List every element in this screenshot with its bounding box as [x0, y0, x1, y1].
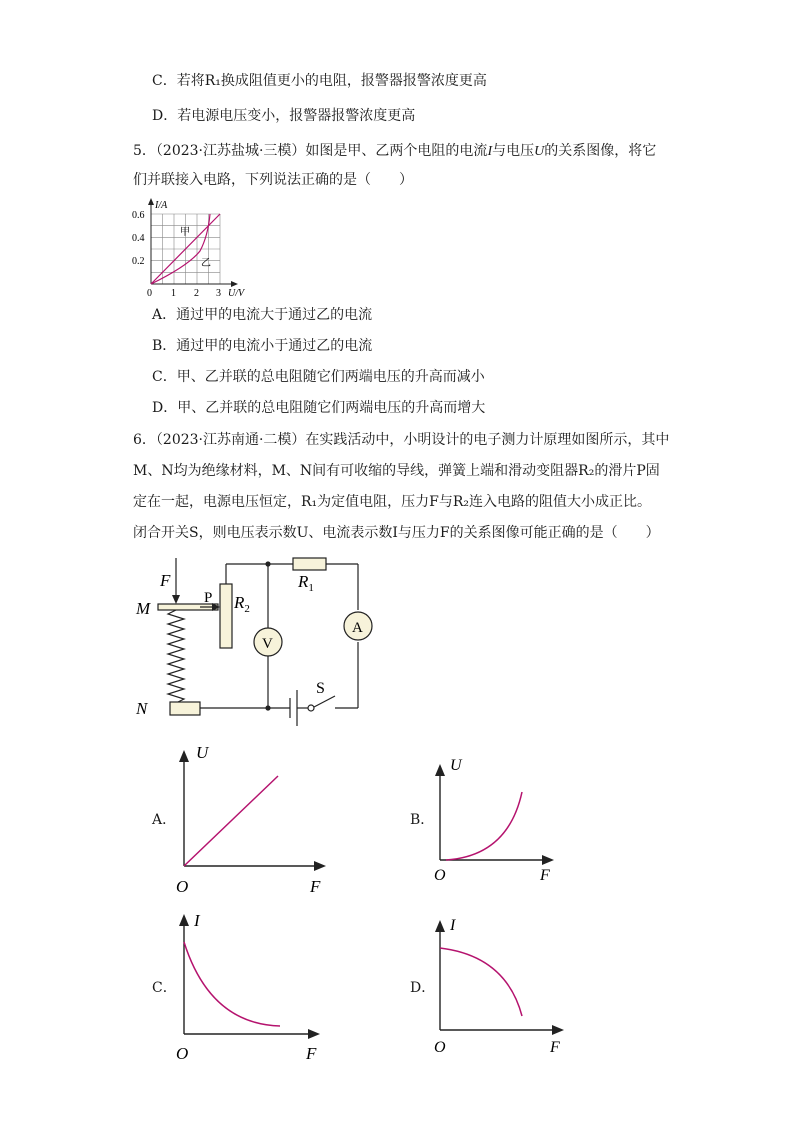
circuit-label-s: S — [316, 680, 325, 697]
q6-stem-line4: 闭合开关S，则电压表示数U、电流表示数I与压力F的关系图像可能正确的是（ ） — [133, 525, 660, 541]
q6-option-a-label: A． — [152, 812, 177, 828]
circuit-label-r1: $R_1$ — [298, 572, 314, 594]
q5-xtick-2: 2 — [194, 288, 199, 299]
q6-option-c-curve — [184, 942, 280, 1026]
voltmeter-label: V — [262, 636, 273, 652]
q6-option-b-label: B． — [410, 812, 435, 828]
q5-xtick-3: 3 — [216, 288, 221, 299]
q6-stem-line3: 定在一起，电源电压恒定，R₁为定值电阻，压力F与R₂连入电路的阻值大小成正比。 — [133, 494, 652, 510]
q6-option-c-yaxis: I — [194, 911, 200, 930]
circuit-label-m: M — [136, 599, 151, 618]
q6-option-a-yaxis: U — [196, 743, 209, 762]
q5-xtick-1: 1 — [171, 288, 176, 299]
q6-option-a-graph — [170, 736, 335, 901]
q5-ytick-02: 0.2 — [132, 256, 145, 267]
q5-xlabel: U/V — [228, 288, 245, 299]
q6-option-b-xaxis: F — [540, 867, 550, 884]
q6-option-c-xaxis: F — [306, 1044, 317, 1063]
q6-option-b-origin: O — [434, 867, 446, 884]
q5-ylabel: I/A — [155, 200, 168, 211]
q4-option-d: D．若电源电压变小，报警器报警浓度更高 — [152, 108, 416, 124]
circuit-label-p: P — [204, 590, 213, 606]
q6-option-b-graph — [428, 752, 568, 887]
q5-label-yi: 乙 — [201, 258, 211, 269]
q6-option-d-graph — [428, 912, 568, 1058]
q5-ytick-06: 0.6 — [132, 210, 145, 221]
q6-option-d-origin: O — [434, 1039, 446, 1056]
q6-option-a-curve — [184, 776, 278, 866]
q5-stem-line2: 们并联接入电路，下列说法正确的是（ ） — [133, 172, 413, 188]
q6-option-d-curve — [440, 948, 522, 1016]
q6-option-b-curve — [446, 792, 522, 860]
q6-option-c-label: C． — [152, 980, 177, 996]
q5-stem-line1: 5．（2023·江苏盐城·三模）如图是甲、乙两个电阻的电流I与电压U的关系图像，将它 — [133, 143, 657, 159]
q5-option-a: A．通过甲的电流大于通过乙的电流 — [152, 307, 373, 323]
q5-ytick-04: 0.4 — [132, 233, 145, 244]
q6-stem-line1: 6．（2023·江苏南通·二模）在实践活动中，小明设计的电子测力计原理如图所示，其中 — [133, 432, 670, 448]
q5-option-b: B．通过甲的电流小于通过乙的电流 — [152, 338, 373, 354]
q6-option-a-origin: O — [176, 877, 189, 896]
q5-iu-graph — [128, 196, 258, 300]
q6-option-d-yaxis: I — [450, 917, 456, 934]
circuit-label-n: N — [136, 699, 148, 718]
circuit-label-f: F — [160, 571, 171, 590]
q6-option-c-graph — [170, 906, 330, 1066]
q5-xtick-0: 0 — [147, 288, 152, 299]
q5-label-jia: 甲 — [180, 227, 190, 238]
q6-option-a-xaxis: F — [310, 877, 321, 896]
q6-option-d-xaxis: F — [550, 1039, 560, 1056]
q6-option-d-label: D． — [410, 980, 436, 996]
q5-option-d: D．甲、乙并联的总电阻随它们两端电压的升高而增大 — [152, 400, 486, 416]
q6-stem-line2: M、N均为绝缘材料，M、N间有可收缩的导线，弹簧上端和滑动变阻器R₂的滑片P固 — [133, 463, 660, 479]
q6-option-b-yaxis: U — [450, 757, 462, 774]
circuit-label-r2: $R_2$ — [234, 593, 250, 615]
q6-circuit-diagram — [130, 550, 380, 735]
q4-option-c: C．若将R₁换成阻值更小的电阻，报警器报警浓度更高 — [152, 73, 487, 89]
ammeter-label: A — [352, 620, 363, 636]
q5-option-c: C．甲、乙并联的总电阻随它们两端电压的升高而减小 — [152, 369, 485, 385]
q6-option-c-origin: O — [176, 1044, 189, 1063]
